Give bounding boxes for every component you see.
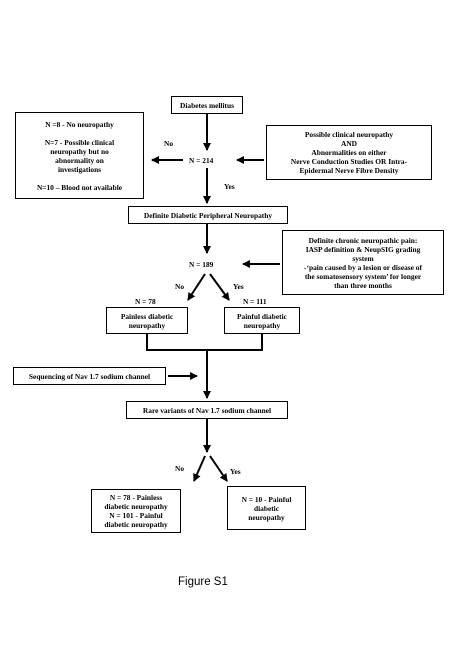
pain-definition-box [282,230,444,295]
label-yes-3: Yes [230,467,241,476]
label-n78: N = 78 [135,297,156,306]
label-yes-1: Yes [224,182,235,191]
box-line: the somatosensory system’ for longer [304,271,422,281]
box-line: Definite chronic neuropathic pain: [308,235,418,245]
label-no-1: No [164,139,174,148]
label-no-2: No [175,282,185,291]
box-line: diabetic neuropathy [104,520,168,529]
box-line: diabetic [253,503,280,513]
sequencing-box [13,367,166,385]
box-line: Definite Diabetic Peripheral Neuropathy [143,210,273,220]
box-line: investigations [57,164,102,174]
arrow-rare-yes [210,456,227,481]
box-line: Painless diabetic [120,311,174,321]
definite-dpn-box [128,206,288,224]
box-line: Epidermal Nerve Fibre Density [299,166,399,175]
result-no-box [91,489,181,533]
box-line: IASP definition & NeupSIG grading [305,244,421,254]
box-line: abnormality on [55,155,104,165]
possible-clinical-neuropathy-box [266,125,432,180]
arrow-n189-no [188,274,205,300]
box-line: diabetic neuropathy [104,502,168,511]
box-line: Painful diabetic [237,311,287,321]
label-n111: N = 111 [243,297,267,306]
box-line: Sequencing of Nav 1.7 sodium channel [28,371,151,381]
rare-variants-box [126,401,288,419]
result-yes-box [227,486,306,530]
box-line [79,129,81,138]
label-n189: N = 189 [189,260,214,269]
box-line: AND [340,139,357,148]
label-n214: N = 214 [189,156,214,165]
figure-caption: Figure S1 [178,576,228,588]
box-line: N = 101 - Painful [109,511,163,520]
diabetes-mellitus-box [171,96,243,114]
label-no-3: No [175,464,185,473]
arrow-rare-no [194,456,205,481]
box-line: -‘pain caused by a lesion or disease of [304,262,422,272]
painful-neuropathy-box [224,307,300,334]
box-line: neuropathy [248,512,285,522]
box-line: neuropathy [128,320,166,330]
box-line: N=10 – Blood not available [36,182,123,192]
box-line: Abnormalities on either [311,148,387,157]
label-yes-2: Yes [233,282,244,291]
box-line: system [352,253,374,263]
box-line: Rare variants of Nav 1.7 sodium channel [142,405,272,415]
excluded-box [15,112,144,199]
box-line [79,174,81,183]
arrow-n189-yes [210,274,229,300]
box-line: neuropathy but no [50,146,109,156]
box-line: N=7 - Possible clinical [44,137,115,147]
box-line: than three months [334,280,392,290]
box-line: N = 78 - Painless [109,493,163,502]
box-line: Nerve Conduction Studies OR Intra- [290,157,408,166]
box-line: Possible clinical neuropathy [304,130,394,139]
box-line: N =8 - No neuropathy [45,119,114,129]
box-line: Diabetes mellitus [180,100,234,110]
box-line: neuropathy [243,320,281,330]
painless-neuropathy-box [106,307,188,334]
merge-bracket [147,333,262,350]
box-line: N = 10 - Painful [241,494,292,504]
